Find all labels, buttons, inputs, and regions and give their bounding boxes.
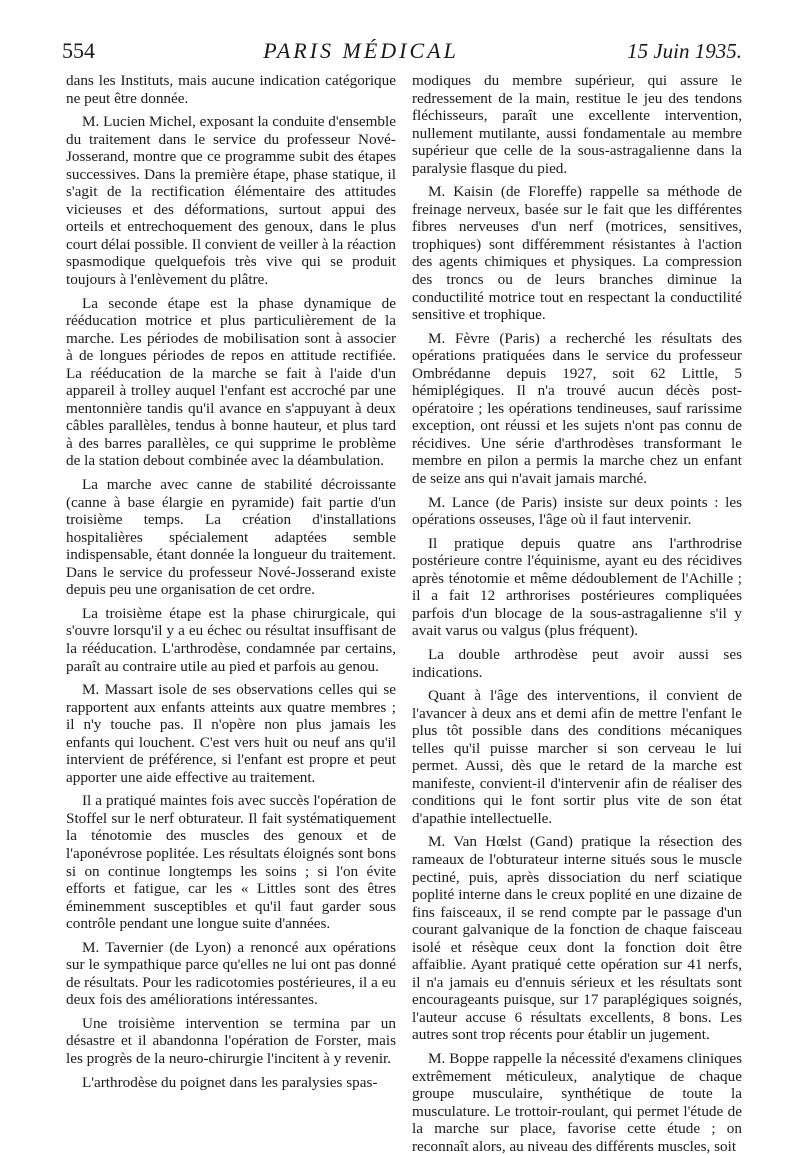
issue-date: 15 Juin 1935. [627,39,742,63]
paragraph: L'arthrodèse du poignet dans les paralysies spas- [82,1073,378,1091]
paragraph: La troisième étape est la phase chirurgicale, qui s'ouvre lorsqu'il y a eu échec ou résultat insuffisant de la rééducation. L'arthrodèse, condamnée par certains, paraît au contraire utile au pied et parfois au genou. [66,604,396,675]
paragraph: dans les Instituts, mais aucune indication catégorique ne peut être donnée. [66,72,396,107]
paragraph: Il pratique depuis quatre ans l'arthrodrise postérieure contre l'équinisme, ayant eu des récidives après ténotomie et même dédoublement de l'Achille ; il a fait 12 arthrorises postérieures compliquées parfois d'un blocage de la sous-astragalienne s'il y avait varus ou valgus (plus fréquent). [412,534,742,640]
paragraph: La marche avec canne de stabilité décroissante (canne à base élargie en pyramide) fait partie d'un troisième temps. La création d'installations hospitalières spécialement adaptées semble indispensable, étant donnée la longueur du traitement. Dans le service du professeur Nové-Josserand existe depuis peu une organisation de cet ordre. [66,476,396,599]
journal-title: PARIS MÉDICAL [263,38,459,63]
paragraph: Une troisième intervention se termina par un désastre et il abandonna l'opération de Forster, mais les progrès de la neuro-chirurgie l'incitent à y revenir. [66,1014,396,1067]
paragraph: La double arthrodèse peut avoir aussi ses indications. [412,645,742,681]
paragraph: M. Boppe rappelle la nécessité d'examens cliniques extrêmement méticuleux, analytique de chaque groupe musculaire, synthétique de toute la musculature. Le trottoir-roulant, qui permet l'étude de la marche sur place, favorise cette étude ; on reconnaît alors, au niveau des différents muscles, soit [412,1049,742,1155]
paragraph: M. Lance (de Paris) insiste sur deux points : les opérations osseuses, l'âge où il faut intervenir. [412,493,742,529]
paragraph: M. Van Hœlst (Gand) pratique la résection des rameaux de l'obturateur interne situés sous le muscle pectiné, puis, après dissociation du nerf sciatique poplité interne dans le creux poplité en une dizaine de fins faisceaux, il se rend compte par le passage d'un courant galvanique de la fonction de chaque faisceau isolé et résèque ceux dont la fonction doit être affaiblie. Ayant pratiqué cette opération sur 41 nerfs, il n'a jamais eu d'ennuis sérieux et les résultats sont encourageants puisque, sur 17 paraplégiques soignés, l'auteur accuse 6 résultats excellents, 8 bons. Les autres sont trop récents pour établir un jugement. [412,833,742,1044]
right-column [412,72,742,1155]
paragraph: M. Fèvre (Paris) a recherché les résultats des opérations pratiquées dans le service du professeur Ombrédanne depuis 1927, soit 62 Little, 5 hémiplégiques. Il n'a trouvé aucun décès post-opératoire ; les opérations tendineuses, sauf rarissime exception, ont réussi et les sujets n'ont pas connu de récidives. Une série d'arthrodèses transformant le membre en pilon a permis la marche chez un enfant de seize ans qui n'avait jamais marché. [412,329,742,488]
paragraph: Quant à l'âge des interventions, il convient de l'avancer à deux ans et demi afin de mettre l'enfant le plus tôt possible dans des conditions mécaniques telles qu'il puisse marcher si son cerveau le lui permet. Aussi, dès que le retard de la marche est manifeste, convient-il d'intervenir afin de réaliser des conditions qui le font sortir plus vite de son état d'apathie intellectuelle. [412,687,742,827]
page-number: 554 [62,38,95,63]
paragraph: Il a pratiqué maintes fois avec succès l'opération de Stoffel sur le nerf obturateur. Il fait systématiquement la ténotomie des muscles des genoux et de l'aponévrose poplitée. Les résultats éloignés sont bons si on continue longtemps les soins ; si l'on évite efforts et fatigue, car les « Littles sont des êtres éminemment susceptibles et qu'il faut garder sous contrôle pendant une longue suite d'années. [66,792,396,933]
paragraph: modiques du membre supérieur, qui assure le redressement de la main, restitue le jeu des tendons fléchisseurs, paraît une excellente intervention, nullement mutilante, aussi fondamentale au membre supérieur que celle de la sous-astragalienne dans la paralysie flasque du pied. [412,72,742,177]
paragraph: M. Kaisin (de Floreffe) rappelle sa méthode de freinage nerveux, basée sur le fait que les différentes fibres nerveuses d'un nerf (motrices, sensitives, trophiques) sont différemment résistantes à l'action des agents chimiques et physiques. La compression des troncs ou de leurs branches diminue la conductilité motrice tout en respectant la conductilité sensitive et trophique. [412,183,742,324]
page-header [62,38,742,72]
paragraph: M. Tavernier (de Lyon) a renoncé aux opérations sur le sympathique parce qu'elles ne lui ont pas donné de résultats. Pour les radicotomies postérieures, il a eu deux fois des améliorations intéressantes. [66,938,396,1009]
paragraph: La seconde étape est la phase dynamique de rééducation motrice et plus particulièrement de la marche. Les périodes de mobilisation sont à associer à de longues périodes de repos en attitude rectifiée. La rééducation de la marche se fait à l'aide d'un appareil à trolley auquel l'enfant est accroché par une mentonnière tandis qu'il avance en s'appuyant à deux câbles parallèles, tendus à bonne hauteur, et plus tard à des barres parallèles, ce qui supprime le problème de la station debout combinée avec la déambulation. [66,294,396,470]
left-column [66,72,396,1091]
paragraph: M. Massart isole de ses observations celles qui se rapportent aux enfants atteints aux quatre membres ; il n'y touche pas. Il n'opère non plus jamais les enfants qui louchent. C'est vers huit ou neuf ans qu'il intervient de préférence, si l'enfant est propre et peut apporter une aide effective au traitement. [66,681,396,786]
paragraph: M. Lucien Michel, exposant la conduite d'ensemble du traitement dans le service du professeur Nové-Josserand, montre que ce programme subit des étapes successives. Dans la première étape, phase statique, il s'agit de la rectification élémentaire des attitudes vicieuses et des déformations, surtout appui des orteils et entrechoquement des genoux, dans le plus court délai possible. Il convient de veiller à la réaction spasmodique quelquefois très vive qui se produit toujours à l'enlèvement du plâtre. [66,113,396,289]
